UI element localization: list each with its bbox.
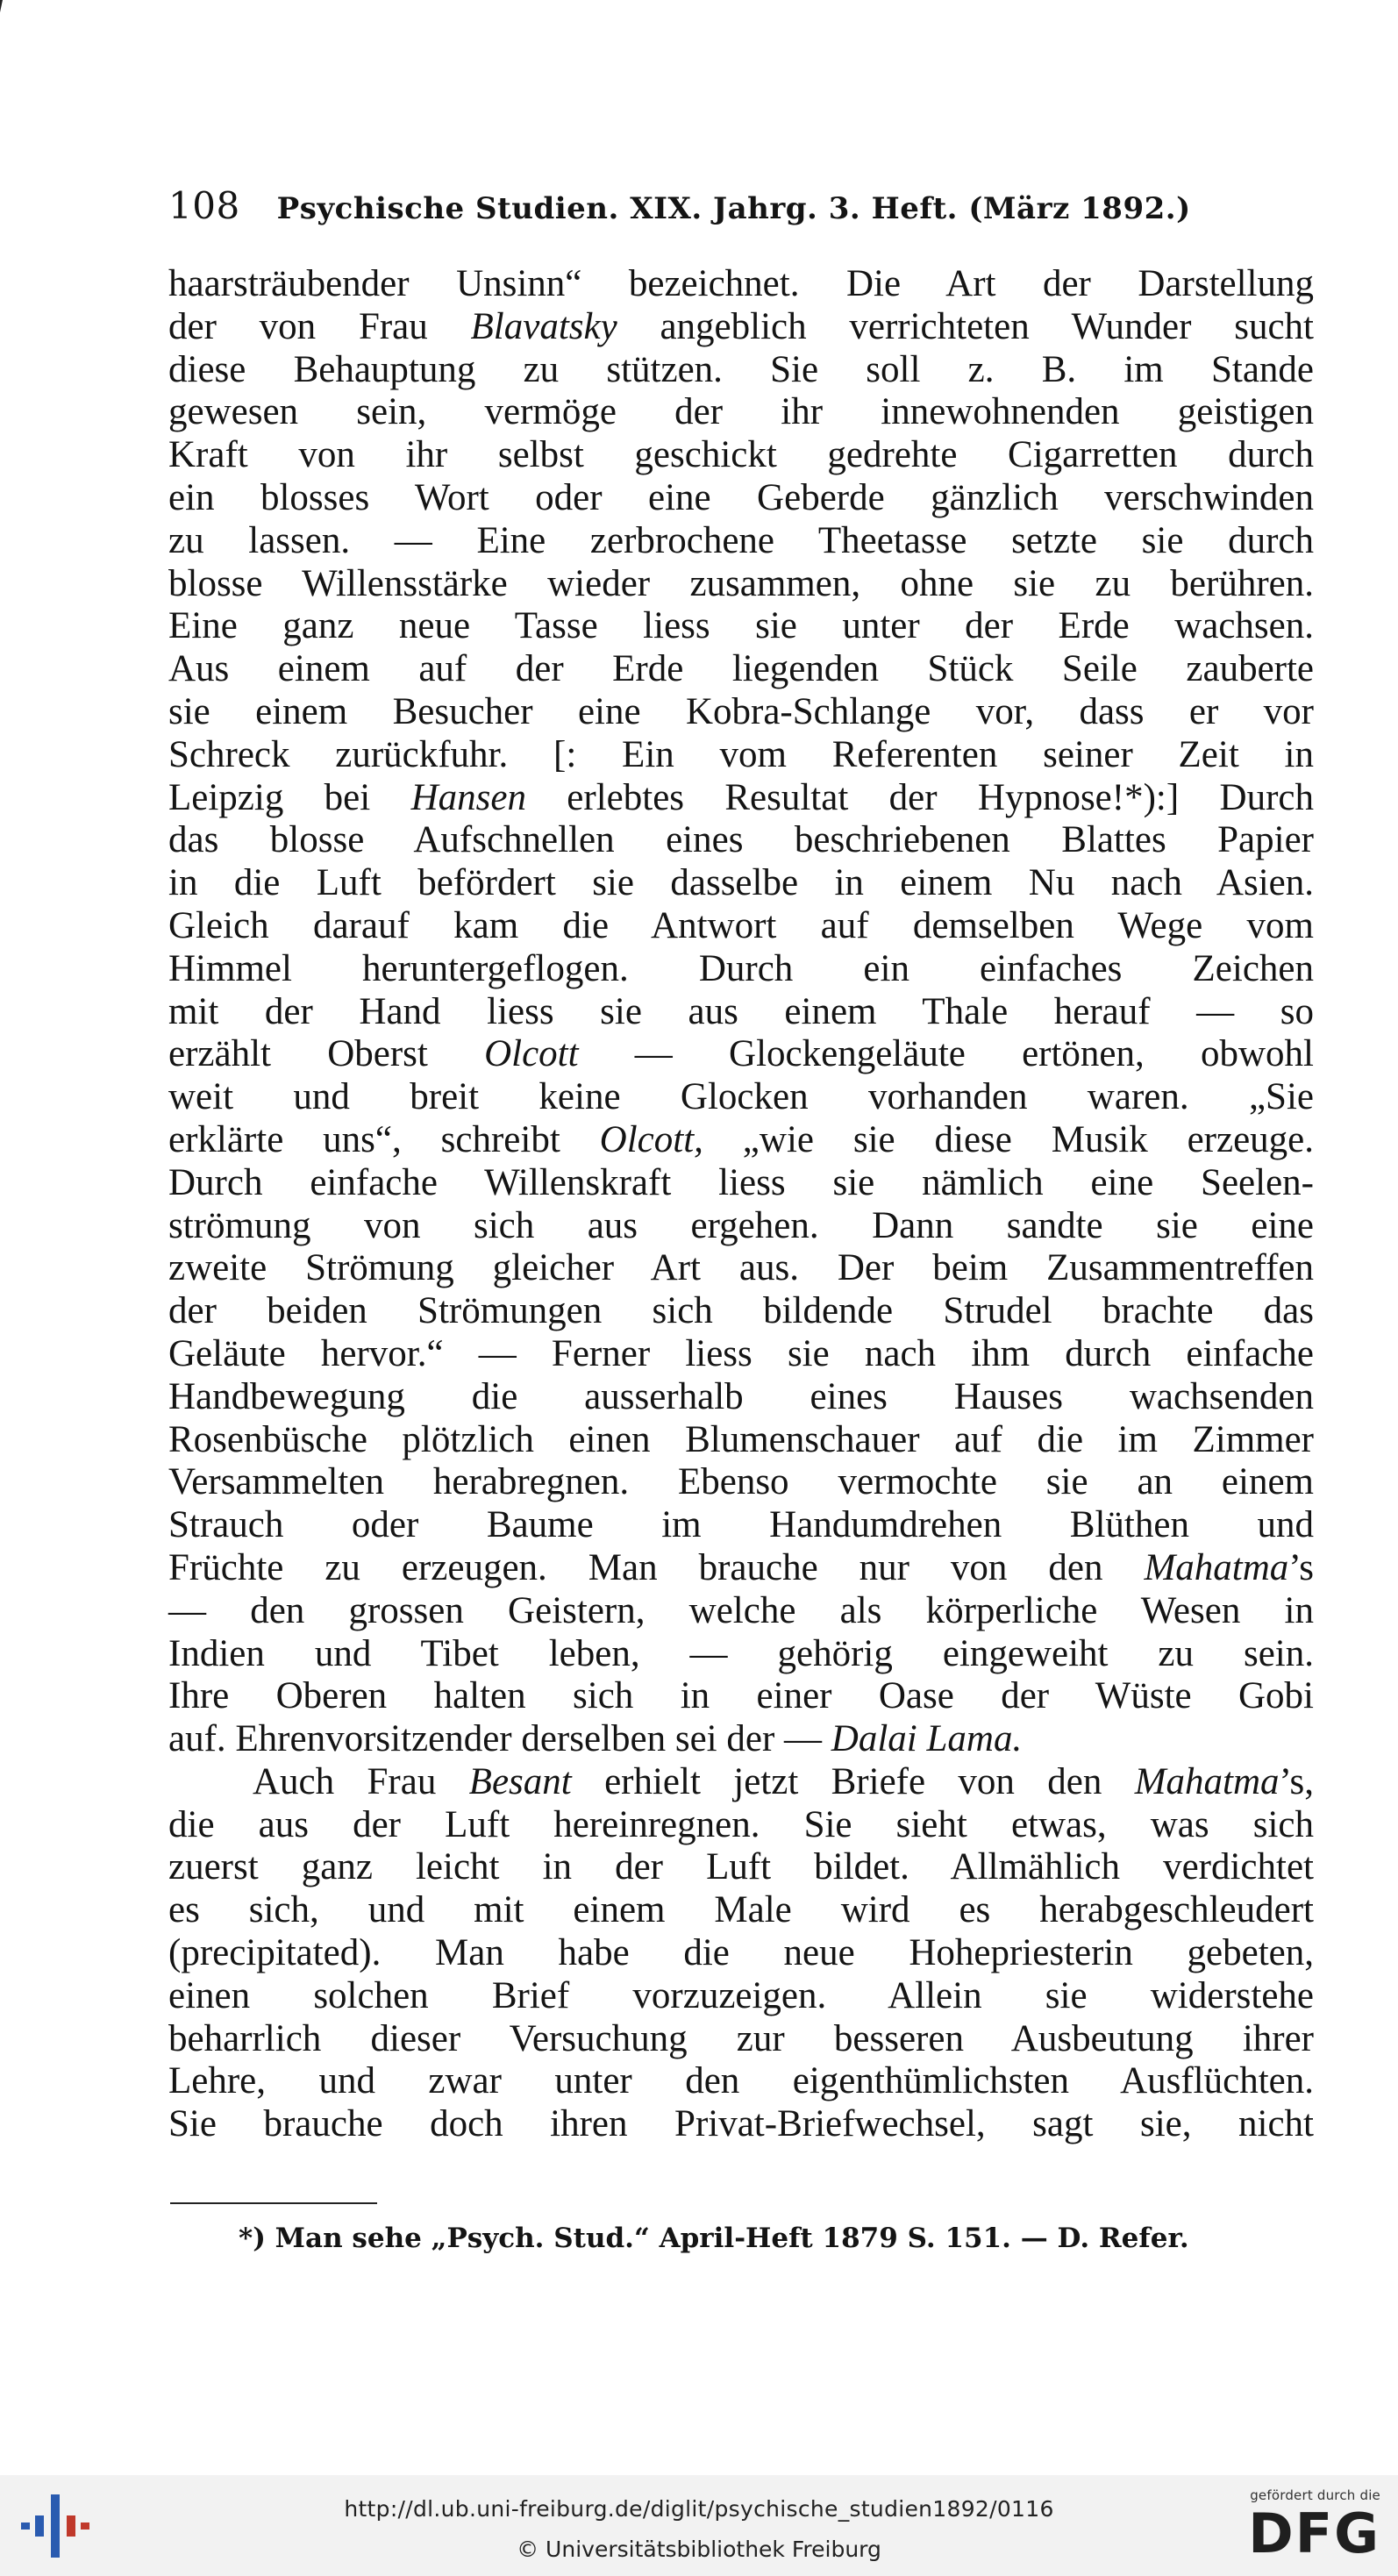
text-segment: ’s (1288, 1546, 1314, 1588)
text-line (168, 1633, 1314, 1676)
text-line (168, 605, 1314, 648)
funding-caption: gefördert durch die (1250, 2487, 1380, 2503)
text-segment: Leipzig bei (168, 776, 411, 818)
text-line (168, 1590, 1314, 1633)
text-segment: zuerst ganz leicht in der Luft bildet. Allmählich verdichtet (168, 1846, 1314, 1888)
text-line (168, 648, 1314, 691)
italic-name: Besant (468, 1760, 572, 1802)
italic-name: Mahatma (1134, 1760, 1280, 1802)
text-segment: weit und breit keine Glocken vorhanden waren. „Sie (168, 1076, 1314, 1118)
text-segment: Handbewegung die ausserhalb eines Hauses wachsenden (168, 1375, 1314, 1417)
text-line (168, 862, 1314, 905)
footnote-rule (170, 2202, 377, 2204)
text-line (168, 349, 1314, 392)
text-line (168, 1804, 1314, 1847)
text-body (168, 263, 1314, 2146)
text-segment: mit der Hand liess sie aus einem Thale herauf — so (168, 990, 1314, 1032)
text-line (168, 1461, 1314, 1504)
text-segment: — Glockengeläute ertönen, obwohl (578, 1033, 1314, 1075)
text-segment: Aus einem auf der Erde liegenden Stück Seile zauberte (168, 648, 1314, 690)
text-line (168, 1889, 1314, 1932)
italic-name: Olcott (484, 1033, 579, 1075)
text-line (168, 1718, 1314, 1761)
text-line (168, 1975, 1314, 2018)
text-line (168, 734, 1314, 777)
text-line (168, 1205, 1314, 1248)
text-segment: Geläute hervor.“ — Ferner liess sie nach ihm durch einfache (168, 1332, 1314, 1374)
text-segment: ’s, (1279, 1760, 1314, 1802)
text-segment: — den grossen Geistern, welche als körperliche Wesen in (168, 1589, 1314, 1631)
text-line (168, 391, 1314, 434)
text-line (168, 306, 1314, 349)
text-segment: blosse Willensstärke wieder zusammen, ohne sie zu berühren. (168, 562, 1314, 604)
page-number: 108 (168, 184, 240, 227)
text-segment: erhielt jetzt Briefe von den (571, 1760, 1135, 1802)
italic-name: Hansen (410, 776, 526, 818)
footnote: *) Man sehe „Psych. Stud.“ April-Heft 1879 S. 151. — D. Refer. (239, 2223, 1189, 2254)
text-segment: in die Luft befördert sie dasselbe in einem Nu nach Asien. (168, 862, 1314, 904)
running-head (168, 184, 1314, 235)
text-segment: Lehre, und zwar unter den eigenthümlichsten Ausflüchten. (168, 2060, 1314, 2102)
text-line (168, 1846, 1314, 1889)
text-segment: erlebtes Resultat der Hypnose!*):] Durch (525, 776, 1314, 818)
text-segment: Rosenbüsche plötzlich einen Blumenschauer auf die im Zimmer (168, 1418, 1314, 1460)
text-line (168, 1333, 1314, 1376)
text-line (168, 1675, 1314, 1718)
scan-corner-mark (0, 0, 3, 33)
text-line (168, 1119, 1314, 1162)
text-line (168, 2018, 1314, 2061)
text-segment: gewesen sein, vermöge der ihr innewohnenden geistigen (168, 391, 1314, 433)
document-url[interactable]: http://dl.ub.uni-freiburg.de/diglit/psychische_studien1892/0116 (344, 2496, 1054, 2522)
text-segment: Ihre Oberen halten sich in einer Oase der Wüste Gobi (168, 1675, 1314, 1717)
text-segment: das blosse Aufschnellen eines beschriebenen Blattes Papier (168, 819, 1314, 861)
text-segment: der von Frau (168, 305, 471, 347)
text-line (168, 819, 1314, 862)
text-line (168, 2103, 1314, 2146)
text-segment: erzählt Oberst (168, 1033, 485, 1075)
text-line (168, 1076, 1314, 1119)
footer-band (0, 2475, 1398, 2576)
text-line (168, 1419, 1314, 1462)
text-segment: erklärte uns“, schreibt (168, 1118, 600, 1160)
text-segment: angeblich verrichteten Wunder sucht (617, 305, 1314, 347)
text-segment: „wie sie diese Musik erzeuge. (703, 1118, 1314, 1160)
running-title: Psychische Studien. XIX. Jahrg. 3. Heft. (März 1892.) (276, 191, 1191, 226)
text-segment: beharrlich dieser Versuchung zur besseren Ausbeutung ihrer (168, 2017, 1314, 2059)
text-line (168, 263, 1314, 306)
text-segment: Indien und Tibet leben, — gehörig eingeweiht zu sein. (168, 1632, 1314, 1674)
text-segment: Eine ganz neue Tasse liess sie unter der Erde wachsen. (168, 605, 1314, 647)
text-segment: haarsträubender Unsinn“ bezeichnet. Die Art der Darstellung (168, 263, 1314, 304)
text-line (168, 1932, 1314, 1975)
text-segment: Schreck zurückfuhr. [: Ein vom Referenten seiner Zeit in (168, 733, 1314, 775)
italic-name: Dalai Lama. (831, 1718, 1023, 1760)
copyright-notice: © Universitätsbibliothek Freiburg (517, 2537, 881, 2562)
text-segment: zu lassen. — Eine zerbrochene Theetasse setzte sie durch (168, 519, 1314, 561)
text-line (168, 691, 1314, 734)
italic-name: Olcott, (599, 1118, 703, 1160)
text-segment: Auch Frau (253, 1760, 469, 1802)
text-line (168, 1504, 1314, 1547)
text-segment: Kraft von ihr selbst geschickt gedrehte Cigarretten durch (168, 434, 1314, 476)
text-segment: auf. Ehrenvorsitzender derselben sei der — (168, 1718, 831, 1760)
italic-name: Mahatma (1144, 1546, 1289, 1588)
text-segment: Versammelten herabregnen. Ebenso vermochte sie an einem (168, 1461, 1314, 1503)
text-segment: (precipitated). Man habe die neue Hohepriesterin gebeten, (168, 1932, 1314, 1974)
text-line (168, 777, 1314, 820)
text-line (168, 1247, 1314, 1290)
text-line (168, 1290, 1314, 1333)
text-segment: Strauch oder Baume im Handumdrehen Blüthen und (168, 1504, 1314, 1546)
italic-name: Blavatsky (470, 305, 617, 347)
text-line (168, 1033, 1314, 1076)
text-line (168, 1162, 1314, 1205)
dfg-logo: DFG (1248, 2501, 1380, 2565)
text-segment: diese Behauptung zu stützen. Sie soll z. B. im Stande (168, 348, 1314, 390)
text-segment: es sich, und mit einem Male wird es herabgeschleudert (168, 1889, 1314, 1931)
text-line (168, 1547, 1314, 1590)
text-segment: ein blosses Wort oder eine Geberde gänzlich verschwinden (168, 476, 1314, 518)
text-segment: Himmel heruntergeflogen. Durch ein einfaches Zeichen (168, 947, 1314, 989)
text-segment: die aus der Luft hereinregnen. Sie sieht etwas, was sich (168, 1803, 1314, 1845)
text-line (168, 991, 1314, 1034)
text-segment: einen solchen Brief vorzuzeigen. Allein sie widerstehe (168, 1974, 1314, 2016)
text-segment: Sie brauche doch ihren Privat-Briefwechsel, sagt sie, nicht (168, 2103, 1314, 2145)
text-line (168, 1761, 1314, 1804)
text-line (168, 948, 1314, 991)
text-line (168, 520, 1314, 563)
text-segment: Durch einfache Willenskraft liess sie nämlich eine Seelen- (168, 1161, 1314, 1203)
text-line (168, 434, 1314, 477)
text-segment: Gleich darauf kam die Antwort auf demselben Wege vom (168, 904, 1314, 946)
text-segment: Früchte zu erzeugen. Man brauche nur von den (168, 1546, 1145, 1588)
funder-block (1231, 2487, 1380, 2570)
text-segment: strömung von sich aus ergehen. Dann sandte sie eine (168, 1204, 1314, 1246)
text-segment: sie einem Besucher eine Kobra-Schlange vor, dass er vor (168, 690, 1314, 732)
text-line (168, 563, 1314, 606)
text-line (168, 905, 1314, 948)
text-segment: der beiden Strömungen sich bildende Strudel brachte das (168, 1290, 1314, 1332)
text-line (168, 2060, 1314, 2103)
text-segment: zweite Strömung gleicher Art aus. Der beim Zusammentreffen (168, 1247, 1314, 1289)
text-line (168, 477, 1314, 520)
text-line (168, 1376, 1314, 1419)
